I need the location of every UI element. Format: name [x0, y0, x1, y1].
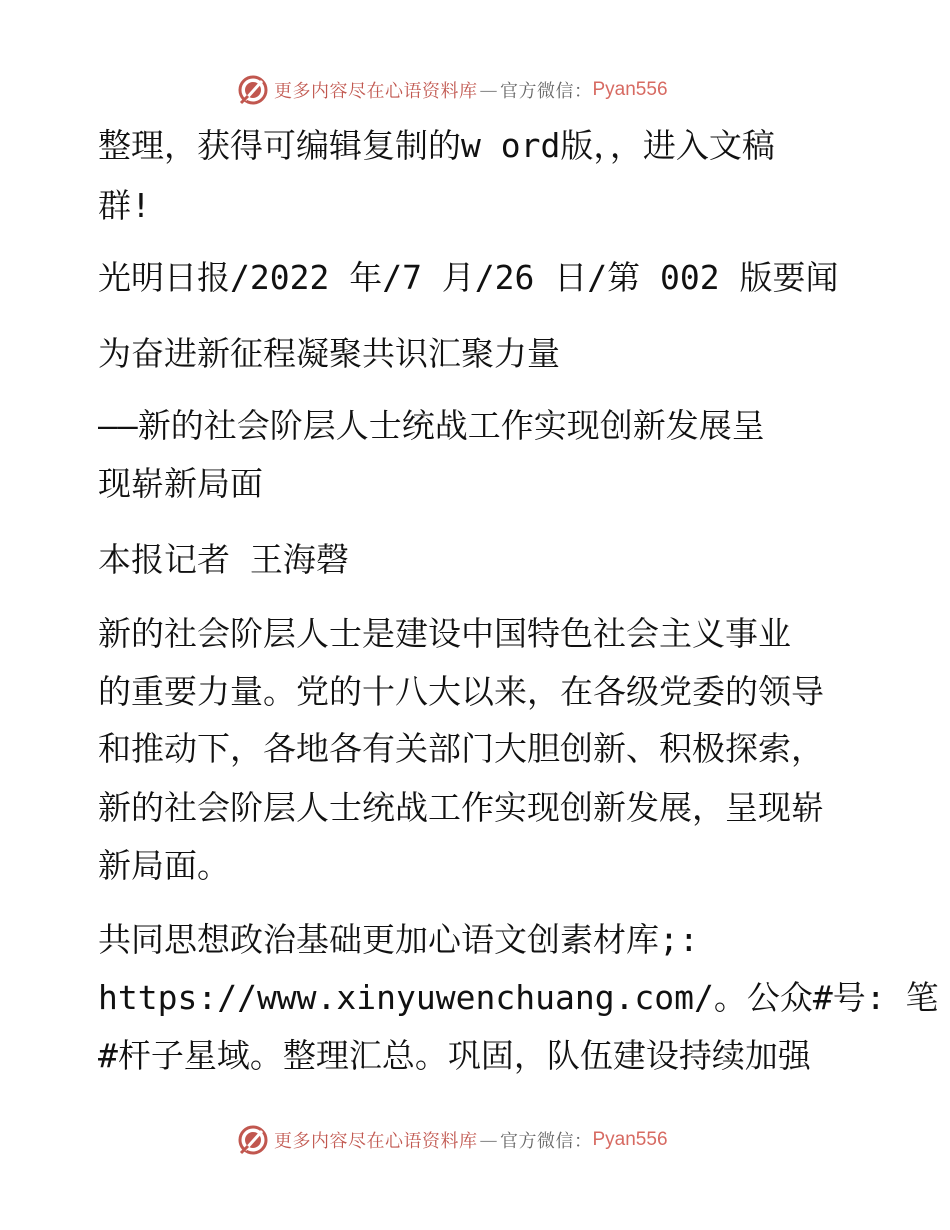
pen-logo-icon	[236, 1123, 270, 1157]
byline: 本报记者 王海磬	[98, 540, 349, 579]
article-subtitle-line-2: 现崭新局面	[98, 464, 263, 503]
article-subtitle-line-1: ——新的社会阶层人士统战工作实现创新发展呈	[98, 406, 765, 445]
paragraph-1-line-1: 新的社会阶层人士是建设中国特色社会主义事业	[98, 614, 791, 653]
paragraph-1-line-5: 新局面。	[98, 846, 230, 885]
paragraph-1-line-4: 新的社会阶层人士统战工作实现创新发展，呈现崭	[98, 788, 824, 827]
pen-logo-icon	[236, 73, 270, 107]
watermark-account-label: 官方微信：	[500, 1131, 593, 1152]
watermark-dash: —	[479, 1129, 498, 1151]
paragraph-2-line-3: #杆子星域。整理汇总。巩固，队伍建设持续加强	[98, 1036, 811, 1075]
watermark-handle: Pyan556	[592, 79, 668, 100]
header-watermark	[236, 72, 668, 108]
watermark-dash: —	[479, 79, 498, 101]
paragraph-2-line-2: https://www.xinyuwenchuang.com/。公众#号: 笔	[98, 978, 939, 1017]
footer-watermark	[236, 1122, 668, 1158]
paragraph-1-line-3: 和推动下，各地各有关部门大胆创新、积极探索，	[98, 729, 824, 768]
watermark-account-label: 官方微信：	[500, 81, 593, 102]
body-line-2: 群!	[98, 186, 151, 225]
dateline: 光明日报/2022 年/7 月/26 日/第 002 版要闻	[98, 258, 839, 297]
article-title: 为奋进新征程凝聚共识汇聚力量	[98, 334, 560, 373]
watermark-text: 更多内容尽在心语资料库	[274, 81, 478, 102]
body-line-1: 整理，获得可编辑复制的w ord版，，进入文稿	[98, 126, 775, 165]
watermark-text: 更多内容尽在心语资料库	[274, 1131, 478, 1152]
paragraph-2-line-1: 共同思想政治基础更加心语文创素材库;:	[98, 920, 699, 959]
watermark-handle: Pyan556	[592, 1129, 668, 1150]
paragraph-1-line-2: 的重要力量。党的十八大以来，在各级党委的领导	[98, 672, 824, 711]
